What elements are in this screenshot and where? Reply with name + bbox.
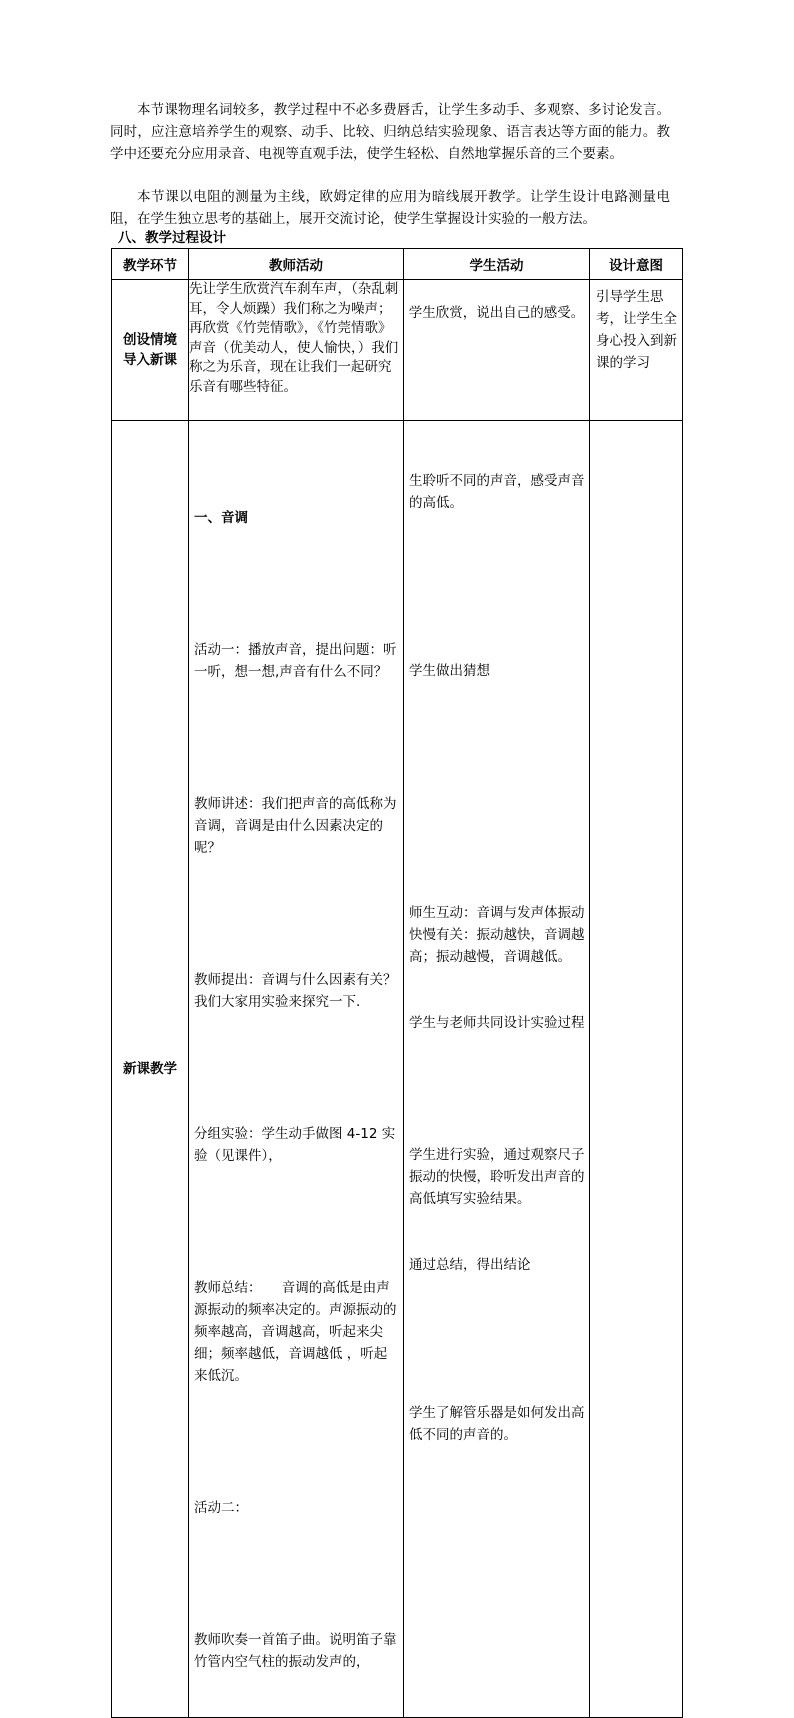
- teacher-activity-text: 先让学生欣赏汽车刹车声，（杂乱刺耳，令人烦躁）我们称之为噪声；再欣赏《竹莞情歌》，《竹莞情歌》声音（优美动人，使人愉快，）我们称之为乐音，现在让我们一起研究乐音有哪些特征。: [189, 281, 399, 395]
- teacher-explanation: 教师讲述：我们把声音的高低称为音调，音调是由什么因素决定的呢？: [194, 796, 397, 856]
- group-experiment: 分组实验：学生动手做图 4-12 实验（见课件），: [194, 1126, 396, 1164]
- teacher-activity-cell: [189, 280, 404, 421]
- teacher-flute-performance: 教师吹奏一首笛子曲。说明笛子靠竹管内空气柱的振动发声的，: [194, 1632, 397, 1670]
- header-stage: 教学环节: [112, 249, 189, 280]
- stage-cell: [112, 280, 189, 421]
- teacher-activity-block: [189, 421, 403, 1717]
- student-activity-block: [404, 421, 589, 1490]
- student-guess: 学生做出猜想: [409, 663, 490, 679]
- header-teacher-activity: 教师活动: [189, 249, 404, 280]
- student-conclusion: 通过总结，得出结论: [409, 1257, 531, 1273]
- student-design-experiment: 学生与老师共同设计实验过程: [409, 1015, 585, 1031]
- header-student-activity: 学生活动: [404, 249, 590, 280]
- stage-label: 新课教学: [123, 1061, 177, 1077]
- teacher-activity-one: 活动一：播放声音，提出问题：听一听，想一想,声音有什么不同？: [194, 642, 397, 680]
- intro-paragraph-2: 本节课以电阻的测量为主线，欧姆定律的应用为暗线展开教学。让学生设计电路测量电阻，在学生独立思考的基础上，展开交流讨论，使学生掌握设计实验的一般方法。: [110, 189, 670, 227]
- teacher-activity-cell: [189, 421, 404, 1718]
- teaching-process-table: [111, 248, 683, 1718]
- table-header-row: [112, 249, 683, 280]
- student-listen: 生聆听不同的声音，感受声音的高低。: [409, 473, 585, 511]
- student-learn-instruments: 学生了解管乐器是如何发出高低不同的声音的。: [409, 1405, 585, 1443]
- teacher-heading: 一、音调: [194, 510, 248, 526]
- header-design-intent: 设计意图: [590, 249, 683, 280]
- stage-label-line1: 创设情境: [123, 332, 177, 348]
- student-experiment: 学生进行实验，通过观察尺子振动的快慢，聆听发出声音的高低填写实验结果。: [409, 1147, 585, 1207]
- student-activity-cell: [404, 421, 590, 1718]
- table-row: [112, 280, 683, 421]
- student-activity-cell: [404, 280, 590, 421]
- stage-label-line2: 导入新课: [123, 352, 177, 368]
- table-row: [112, 421, 683, 1718]
- teacher-activity-two: 活动二：: [194, 1500, 248, 1516]
- stage-cell: [112, 421, 189, 1718]
- section-heading: 八、教学过程设计: [118, 230, 226, 246]
- design-intent-text: [590, 421, 682, 425]
- teacher-summary: 教师总结： 音调的高低是由声源振动的频率决定的。声源振动的频率越高，音调越高，听起来尖细；频率越低，音调越低 ，听起 来低沉。: [194, 1280, 397, 1384]
- teacher-question: 教师提出：音调与什么因素有关？我们大家用实验来探究一下.: [194, 972, 397, 1010]
- design-intent-text: 引导学生思考，让学生全身心投入到新课的学习: [596, 289, 677, 371]
- student-activity-text: 学生欣赏，说出自己的感受。: [408, 305, 585, 321]
- teacher-student-interaction: 师生互动：音调与发声体振动快慢有关：振动越快，音调越高；振动越慢，音调越低。: [409, 905, 585, 965]
- design-intent-cell: [590, 280, 683, 421]
- intro-paragraph-1: 本节课物理名词较多，教学过程中不必多费唇舌，让学生多动手、多观察、多讨论发言。同时，应注意培养学生的观察、动手、比较、归纳总结实验现象、语言表达等方面的能力。教学中还要充分应用录音、电视等直观手法，使学生轻松、自然地掌握乐音的三个要素。: [110, 102, 670, 162]
- design-intent-cell: [590, 421, 683, 1718]
